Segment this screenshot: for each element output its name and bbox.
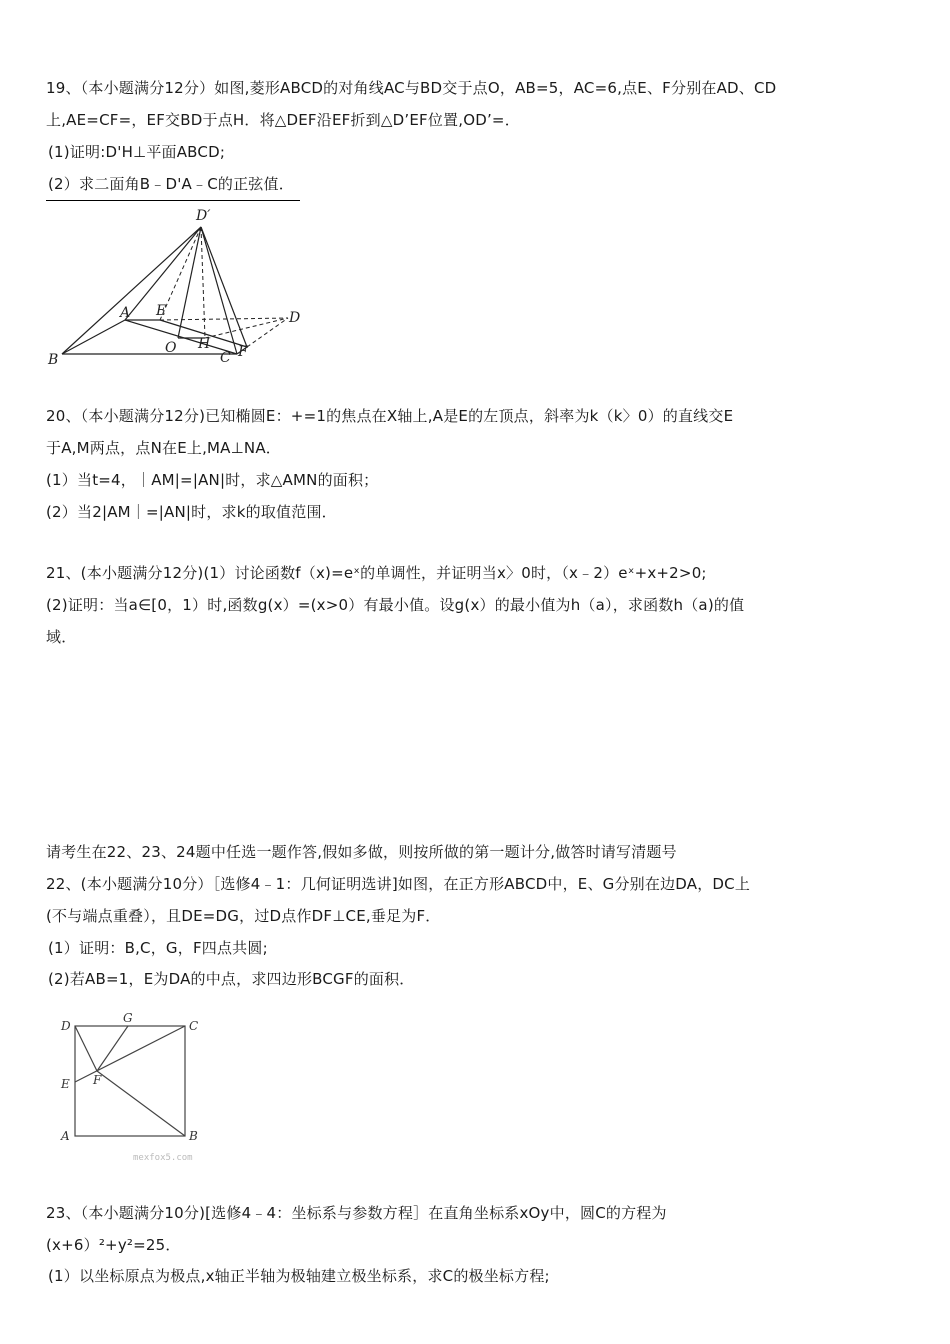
q21-line-3: 域． (46, 628, 77, 646)
label-h: H (198, 336, 211, 352)
edge-dprime-f (201, 227, 247, 347)
label-a: A (61, 1129, 70, 1143)
q20-line-1: 20、（本小题满分12分)已知椭圆E：+=1的焦点在X轴上,A是E的左顶点，斜率为k（k〉0）的直线交E (46, 407, 734, 425)
q19-part-2: (2）求二面角B﹣D'A﹣C的正弦值． (48, 175, 294, 193)
dashed-f-d (247, 318, 288, 347)
q23-line-2: (x+6）²+y²=25． (46, 1236, 181, 1254)
q20-part-1: (1）当t=4，｜AM|=|AN|时，求△AMN的面积； (46, 471, 379, 489)
q19-part-1: (1)证明:D'H⊥平面ABCD; (48, 143, 226, 161)
q23-part-1: (1）以坐标原点为极点,x轴正半轴为极轴建立极坐标系，求C的极坐标方程; (48, 1267, 550, 1285)
q19-line-1: 19、（本小题满分12分）如图,菱形ABCD的对角线AC与BD交于点O，AB=5，AC=6,点E、F分别在AD、CD (46, 79, 777, 97)
dashed-dprime-h (201, 227, 205, 338)
label-o: O (165, 340, 177, 356)
label-f: F (238, 344, 248, 360)
q22-line-2: (不与端点重叠），且DE=DG，过D点作DF⊥CE,垂足为F． (46, 907, 441, 925)
label-dprime: D′ (196, 208, 211, 224)
label-b: B (189, 1129, 198, 1143)
segment-e-c (75, 1026, 185, 1082)
q19-figure (40, 200, 320, 375)
q22-part-2: (2)若AB=1，E为DA的中点，求四边形BCGF的面积． (48, 970, 415, 988)
edge-b-dprime (62, 227, 201, 354)
q23-line-1: 23、（本小题满分10分)[选修4﹣4：坐标系与参数方程］在直角坐标系xOy中，圆C的方程为 (46, 1204, 667, 1222)
segment-d-f (75, 1026, 97, 1071)
label-c: C (189, 1019, 199, 1033)
label-e: E (156, 303, 167, 319)
watermark: mexfox5.com (133, 1153, 193, 1163)
dashed-h-d (205, 318, 288, 338)
q20-line-2: 于A,M两点，点N在E上,MA⊥NA． (46, 439, 281, 457)
label-e: E (61, 1077, 70, 1091)
label-c: C (220, 350, 231, 366)
q21-line-2: (2)证明：当a∈[0，1）时,函数g(x）=(x>0）有最小值。设g(x）的最小值为h（a），求函数h（a)的值 (46, 596, 745, 614)
q22-line-1: 22、(本小题满分10分）［选修4﹣1：几何证明选讲]如图，在正方形ABCD中，E、G分别在边DA，DC上 (46, 875, 751, 893)
q19-line-2: 上,AE=CF=，EF交BD于点H．将△DEF沿EF折到△D’EF位置,OD’=． (46, 111, 520, 129)
q20-part-2: (2）当2|AM｜=|AN|时，求k的取值范围． (46, 503, 337, 521)
label-d: D (289, 310, 301, 326)
q21-line-1: 21、(本小题满分12分)(1）讨论函数f（x)=eˣ的单调性，并证明当x〉0时，（x﹣2）eˣ+x+2>0; (46, 564, 707, 582)
selection-instruction: 请考生在22、23、24题中任选一题作答,假如多做，则按所做的第一题计分,做答时请写清题号 (46, 843, 677, 861)
label-b: B (48, 352, 59, 368)
label-d: D (61, 1019, 71, 1033)
dashed-e-d (160, 318, 288, 320)
edge-dprime-o (178, 227, 201, 338)
q22-part-1: (1）证明：B,C，G，F四点共圆; (48, 939, 268, 957)
label-f: F (93, 1073, 102, 1087)
square-abcd (75, 1026, 185, 1136)
label-g: G (123, 1011, 133, 1025)
segment-f-g (97, 1026, 128, 1071)
label-a: A (120, 305, 131, 321)
segment-f-b (97, 1071, 185, 1136)
q22-figure (55, 1010, 235, 1170)
